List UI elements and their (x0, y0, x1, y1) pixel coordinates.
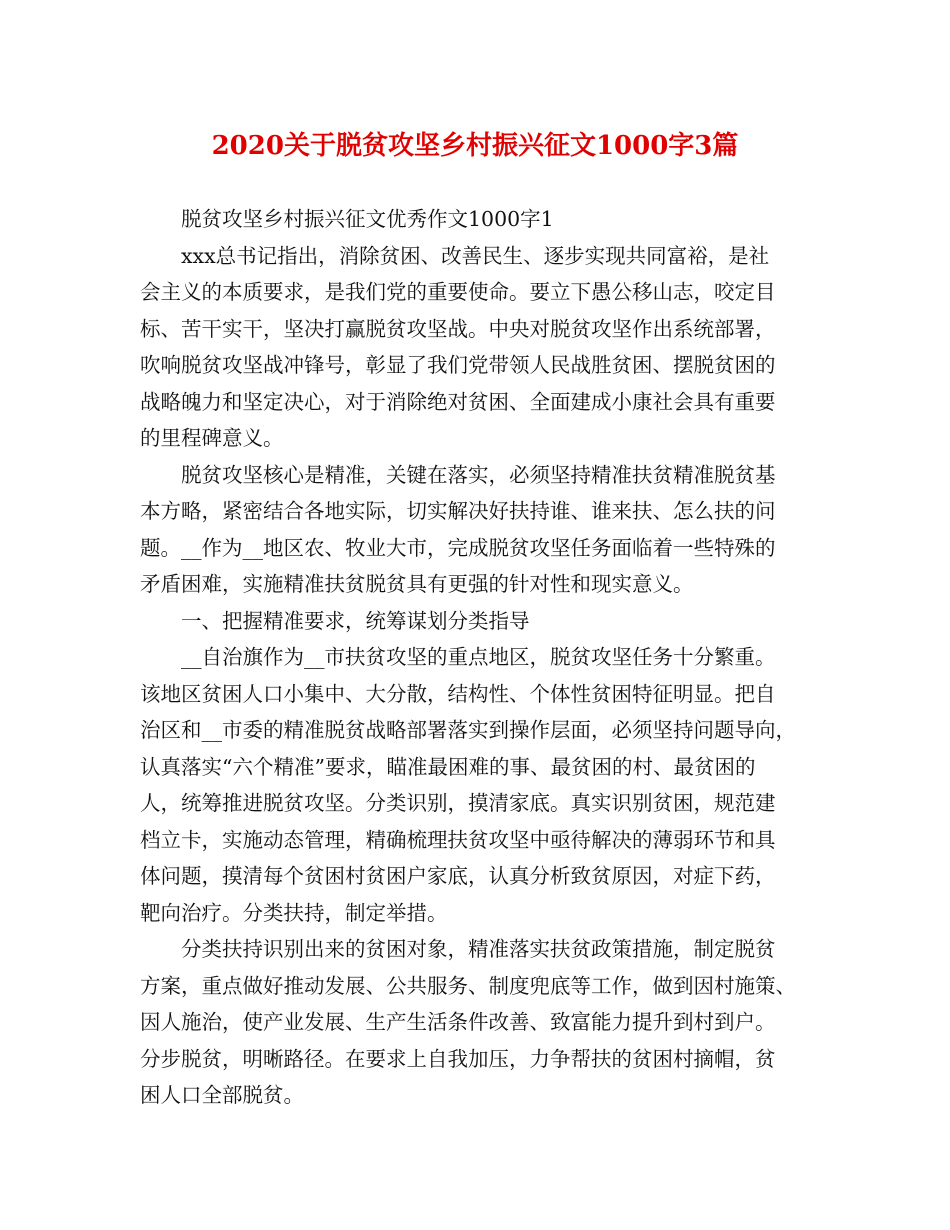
paragraph-line: xxx总书记指出，消除贫困、改善民生、逐步实现共同富裕，是社 (181, 243, 770, 268)
paragraph-line: 吹响脱贫攻坚战冲锋号，彰显了我们党带领人民战胜贫困、摆脱贫困的 (140, 353, 776, 377)
paragraph-line: 分步脱贫，明晰路径。在要求上自我加压，力争帮扶的贫困村摘帽，贫 (140, 1046, 776, 1071)
paragraph-line: 因人施治，使产业发展、生产生活条件改善、致富能力提升到村到户。 (140, 1010, 776, 1034)
paragraph-line: 题。__作为__地区农、牧业大市，完成脱贫攻坚任务面临着一些特殊的 (140, 535, 776, 560)
document-body (140, 201, 816, 1114)
paragraph-line: 战略魄力和坚定决心，对于消除绝对贫困、全面建成小康社会具有重要 (140, 389, 776, 414)
paragraph-line: 档立卡，实施动态管理，精确梳理扶贫攻坚中亟待解决的薄弱环节和具 (140, 827, 776, 852)
paragraph-line: 的里程碑意义。 (140, 426, 284, 450)
paragraph-line: __自治旗作为__市扶贫攻坚的重点地区，脱贫攻坚任务十分繁重。 (181, 645, 776, 669)
paragraph-line: 体问题，摸清每个贫困村贫困户家底，认真分析致贫原因，对症下药， (140, 864, 776, 888)
paragraph-line: 标、苦干实干，坚决打赢脱贫攻坚战。中央对脱贫攻坚作出系统部署， (140, 316, 776, 341)
paragraph-line: 治区和__市委的精准脱贫战略部署落实到操作层面，必须坚持问题导向， (140, 718, 796, 742)
paragraph-line: 人，统筹推进脱贫攻坚。分类识别，摸清家底。真实识别贫困，规范建 (140, 791, 776, 815)
paragraph-line: 脱贫攻坚核心是精准，关键在落实，必须坚持精准扶贫精准脱贫基 (181, 462, 776, 487)
paragraph-line: 本方略，紧密结合各地实际，切实解决好扶持谁、谁来扶、怎么扶的问 (140, 499, 776, 523)
section-heading: 一、把握精准要求，统筹谋划分类指导 (181, 608, 530, 633)
paragraph-line: 该地区贫困人口小集中、大分散，结构性、个体性贫困特征明显。把自 (140, 681, 776, 706)
paragraph-line: 靶向治疗。分类扶持，制定举措。 (140, 900, 448, 925)
paragraph-line: 会主义的本质要求，是我们党的重要使命。要立下愚公移山志，咬定目 (140, 280, 776, 304)
paragraph-line: 矛盾困难，实施精准扶贫脱贫具有更强的针对性和现实意义。 (140, 572, 694, 596)
paragraph-line: 分类扶持识别出来的贫困对象，精准落实扶贫政策措施，制定脱贫 (181, 937, 776, 961)
paragraph-line: 认真落实“六个精准”要求，瞄准最困难的事、最贫困的村、最贫困的 (140, 754, 756, 779)
paragraph-line: 方案，重点做好推动发展、公共服务、制度兜底等工作，做到因村施策、 (140, 973, 796, 998)
document-title: 2020关于脱贫攻坚乡村振兴征文1000字3篇 (211, 131, 739, 161)
section-heading: 脱贫攻坚乡村振兴征文优秀作文1000字1 (181, 207, 554, 231)
paragraph-line: 困人口全部脱贫。 (140, 1083, 304, 1107)
